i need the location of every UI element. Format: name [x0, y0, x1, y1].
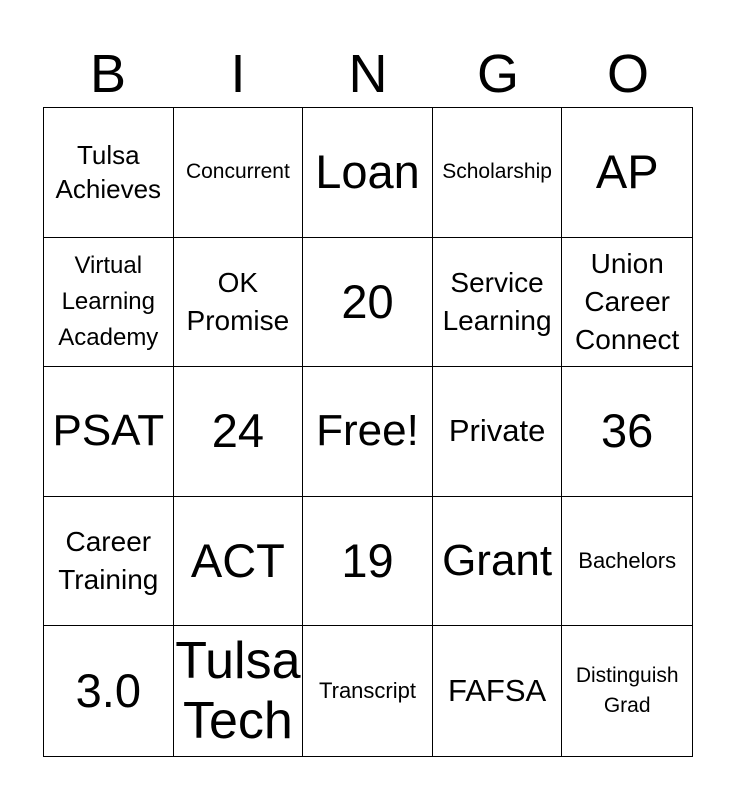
- bingo-cell[interactable]: [303, 108, 433, 238]
- bingo-cell[interactable]: [303, 238, 433, 368]
- header-letter-o: O: [606, 44, 649, 104]
- cell-label: AP: [595, 145, 659, 199]
- bingo-cell[interactable]: [562, 497, 692, 627]
- bingo-free-cell[interactable]: [303, 367, 433, 497]
- bingo-card-grid: [43, 107, 693, 757]
- cell-label: 3.0: [75, 664, 141, 718]
- cell-label: Loan: [315, 145, 420, 199]
- bingo-cell[interactable]: [174, 108, 304, 238]
- bingo-cell[interactable]: [174, 626, 304, 756]
- cell-label: 24: [211, 404, 265, 458]
- cell-label: Private: [448, 413, 546, 449]
- cell-label: 20: [341, 274, 394, 328]
- bingo-cell[interactable]: [303, 626, 433, 756]
- cell-label: Career Training: [58, 526, 159, 596]
- bingo-cell[interactable]: [44, 238, 174, 368]
- bingo-cell[interactable]: [562, 238, 692, 368]
- bingo-cell[interactable]: [303, 497, 433, 627]
- cell-label: Free!: [316, 406, 419, 456]
- header-letter-n: N: [348, 44, 388, 104]
- bingo-cell[interactable]: [433, 367, 563, 497]
- cell-label: OK Promise: [186, 266, 290, 336]
- bingo-cell[interactable]: [44, 626, 174, 756]
- bingo-cell[interactable]: [44, 497, 174, 627]
- bingo-cell[interactable]: [433, 238, 563, 368]
- bingo-cell[interactable]: [174, 497, 304, 627]
- bingo-cell[interactable]: [433, 626, 563, 756]
- bingo-cell[interactable]: [174, 238, 304, 368]
- cell-label: Tulsa Achieves: [55, 140, 162, 205]
- cell-label: Bachelors: [578, 548, 677, 574]
- cell-label: Service Learning: [442, 266, 552, 336]
- cell-label: Tulsa Tech: [175, 632, 301, 751]
- cell-label: FAFSA: [447, 673, 547, 709]
- bingo-cell[interactable]: [433, 497, 563, 627]
- cell-label: 36: [601, 404, 654, 458]
- header-letter-b: B: [89, 44, 127, 104]
- cell-label: ACT: [190, 534, 285, 588]
- bingo-cell[interactable]: [174, 367, 304, 497]
- header-letter-g: G: [476, 44, 519, 104]
- cell-label: Distinguish Grad: [575, 664, 679, 718]
- bingo-cell[interactable]: [44, 367, 174, 497]
- bingo-cell[interactable]: [433, 108, 563, 238]
- cell-label: Union Career Connect: [575, 247, 680, 355]
- bingo-cell[interactable]: [562, 626, 692, 756]
- cell-label: Grant: [442, 536, 553, 586]
- cell-label: 19: [341, 534, 394, 588]
- cell-label: Scholarship: [442, 160, 552, 184]
- cell-label: Virtual Learning Academy: [58, 251, 159, 351]
- bingo-cell[interactable]: [44, 108, 174, 238]
- header-letter-i: I: [230, 44, 246, 104]
- bingo-header: [43, 40, 693, 108]
- bingo-cell[interactable]: [562, 108, 692, 238]
- cell-label: PSAT: [52, 406, 165, 456]
- bingo-cell[interactable]: [562, 367, 692, 497]
- cell-label: Transcript: [319, 678, 416, 704]
- cell-label: Concurrent: [185, 160, 290, 184]
